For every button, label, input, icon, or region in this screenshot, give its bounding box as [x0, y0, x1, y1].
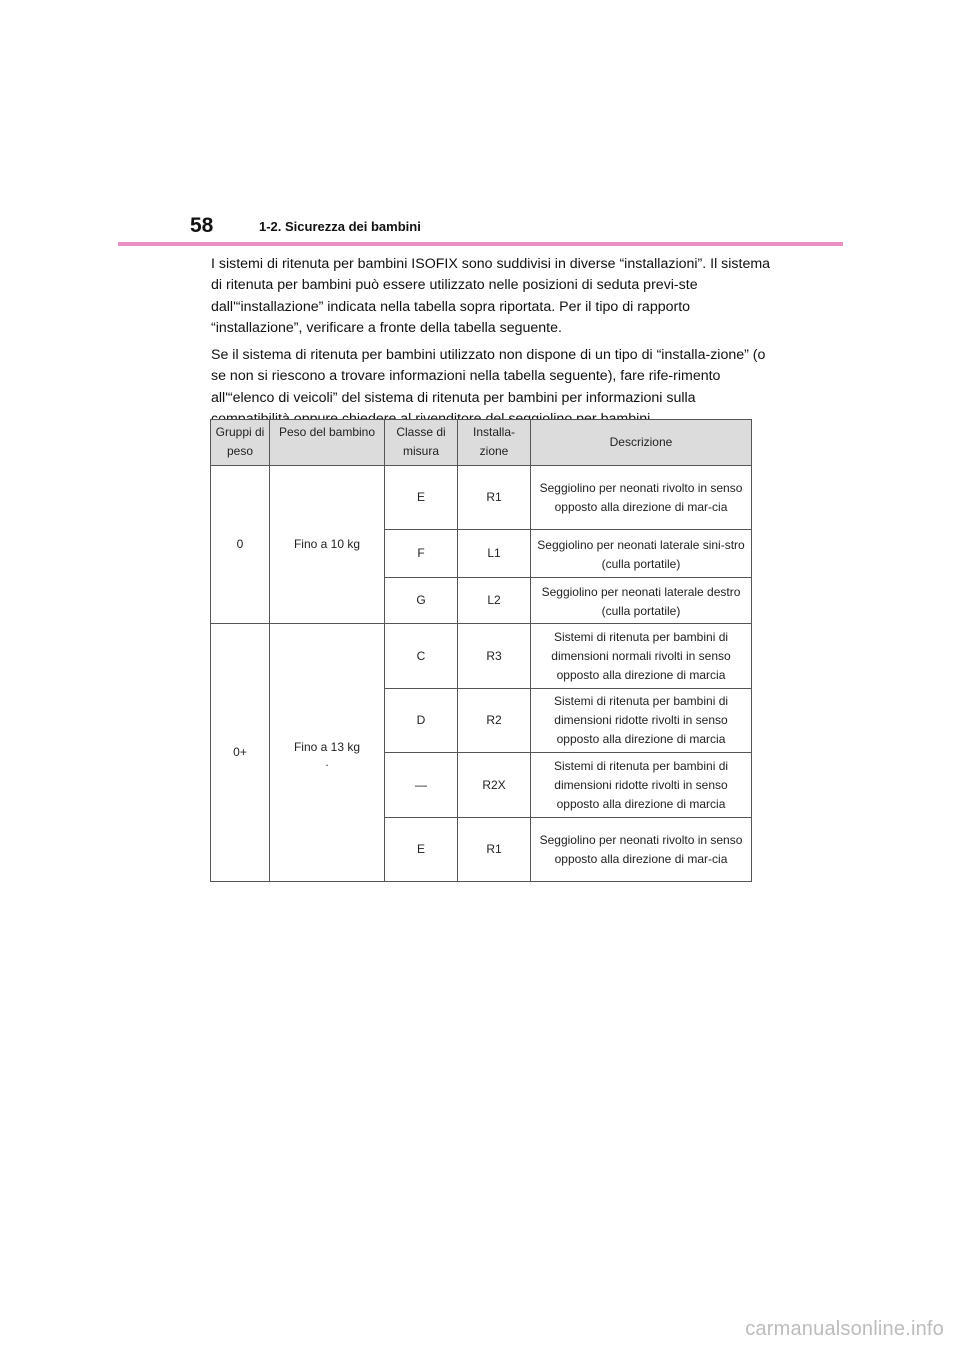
fixture-cell: R1: [458, 466, 531, 530]
child-weight-note: .: [325, 755, 329, 769]
size-class-cell: G: [385, 578, 458, 624]
fixture-cell: R1: [458, 818, 531, 882]
header-child-weight: Peso del bambino: [270, 420, 385, 466]
header-divider: [118, 242, 843, 246]
size-class-cell: D: [385, 689, 458, 753]
table-header-row: [211, 420, 752, 466]
header-weight-group: Gruppi di peso: [211, 420, 270, 466]
weight-group-cell: 0: [211, 466, 270, 624]
child-weight-cell: [270, 624, 385, 882]
isofix-size-class-table: [210, 419, 752, 882]
size-class-cell: F: [385, 530, 458, 578]
table-row: [211, 466, 752, 530]
description-cell: Sistemi di ritenuta per bambini di dimensioni ridotte rivolti in senso opposto alla direzione di marcia: [531, 689, 752, 753]
fixture-cell: L2: [458, 578, 531, 624]
section-title: 1-2. Sicurezza dei bambini: [259, 219, 421, 234]
fixture-cell: L1: [458, 530, 531, 578]
paragraph-isofix-installations: I sistemi di ritenuta per bambini ISOFIX sono suddivisi in diverse “installazioni”. Il sistema di ritenuta per bambini può essere utilizzato nelle posizioni di seduta previ-ste dall'“installazione” indicata nella tabella sopra riportata. Per il tipo di rapporto “installazione”, verificare a fronte della tabella seguente.: [211, 256, 771, 336]
description-cell: Seggiolino per neonati rivolto in senso opposto alla direzione di mar-cia: [531, 818, 752, 882]
size-class-cell: —: [385, 753, 458, 818]
child-weight-cell: Fino a 10 kg: [270, 466, 385, 624]
fixture-cell: R3: [458, 624, 531, 689]
header-fixture: Installa-zione: [458, 420, 531, 466]
size-class-cell: E: [385, 466, 458, 530]
header-description: Descrizione: [531, 420, 752, 466]
description-cell: Seggiolino per neonati laterale destro (culla portatile): [531, 578, 752, 624]
paragraph-compatibility-note: Se il sistema di ritenuta per bambini utilizzato non dispone di un tipo di “installa-zione” (o se non si riescono a trovare informazioni nella tabella seguente), fare rife-rimento all'“elenco di veicoli” del sistema di ritenuta per bambini per informazioni sulla: [211, 347, 766, 406]
watermark: carmanualsonline.info: [745, 1318, 944, 1340]
description-cell: Seggiolino per neonati rivolto in senso opposto alla direzione di mar-cia: [531, 466, 752, 530]
fixture-cell: R2X: [458, 753, 531, 818]
fixture-cell: R2: [458, 689, 531, 753]
child-weight-value: Fino a 13 kg: [293, 740, 361, 754]
page-header: [0, 0, 960, 250]
size-class-cell: C: [385, 624, 458, 689]
table-row: [211, 624, 752, 689]
description-cell: Sistemi di ritenuta per bambini di dimensioni ridotte rivolti in senso opposto alla direzione di marcia: [531, 753, 752, 818]
size-class-cell: E: [385, 818, 458, 882]
header-size-class: Classe di misura: [385, 420, 458, 466]
weight-group-cell: 0+: [211, 624, 270, 882]
description-cell: Seggiolino per neonati laterale sini-stro (culla portatile): [531, 530, 752, 578]
body-text: [211, 254, 771, 436]
page-number: 58: [190, 214, 214, 237]
description-cell: Sistemi di ritenuta per bambini di dimensioni normali rivolti in senso opposto alla direzione di marcia: [531, 624, 752, 689]
